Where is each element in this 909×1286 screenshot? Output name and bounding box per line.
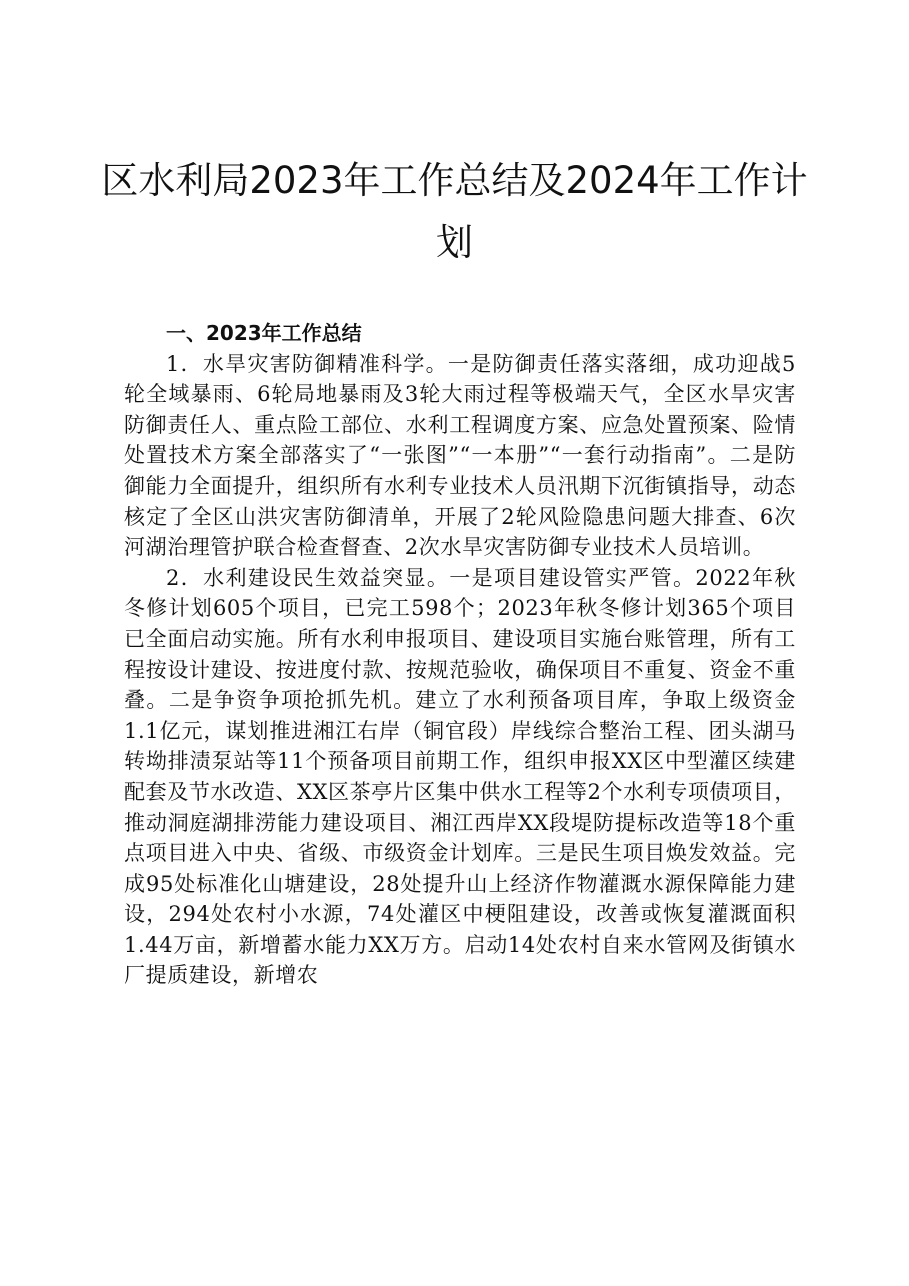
document-body	[124, 318, 796, 991]
paragraph-flood-drought-defense: 1．水旱灾害防御精准科学。一是防御责任落实落细，成功迎战5轮全域暴雨、6轮局地暴雨及3轮大雨过程等极端天气，全区水旱灾害防御责任人、重点险工部位、水利工程调度方案、应急处置预案、险情处置技术方案全部落实了“一张图”“一本册”“一套行动指南”。二是防御能力全面提升，组织所有水利专业技术人员汛期下沉街镇指导，动态核定了全区山洪灾害防御清单，开展了2轮风险隐患问题大排查、6次河湖治理管护联合检查督查、2次水旱灾害防御专业技术人员培训。	[124, 351, 796, 560]
document-title: 区水利局2023年工作总结及2024年工作计划	[101, 159, 808, 264]
paragraph-water-conservancy-construction: 2．水利建设民生效益突显。一是项目建设管实严管。2022年秋冬修计划605个项目，已完工598个；2023年秋冬修计划365个项目已全面启动实施。所有水利申报项目、建设项目实施台账管理，所有工程按设计建设、按进度付款、按规范验收，确保项目不重复、资金不重叠。二是争资争项抢抓先机。建立了水利预备项目库，争取上级资金1.1亿元，谋划推进湘江右岸（铜官段）岸线综合整治工程、团头湖马转坳排渍泵站等11个预备项目前期工作，组织申报XX区中型灌区续建配套及节水改造、XX区茶亭片区集中供水工程等2个水利专项债项目，推动洞庭湖排涝能力建设项目、湘江西岸XX段堤防提标改造等18个重点项目进入中央、省级、市级资金计划库。三是民生项目焕发效益。完成95处标准化山塘建设，28处提升山上经济作物灌溉水源保障能力建设，294处农村小水源，74处灌区中梗阻建设，改善或恢复灌溉面积1.44万亩，新增蓄水能力XX万方。启动14处农村自来水管网及街镇水厂提质建设，新增农	[124, 565, 796, 988]
section-heading: 一、2023年工作总结	[166, 321, 362, 345]
